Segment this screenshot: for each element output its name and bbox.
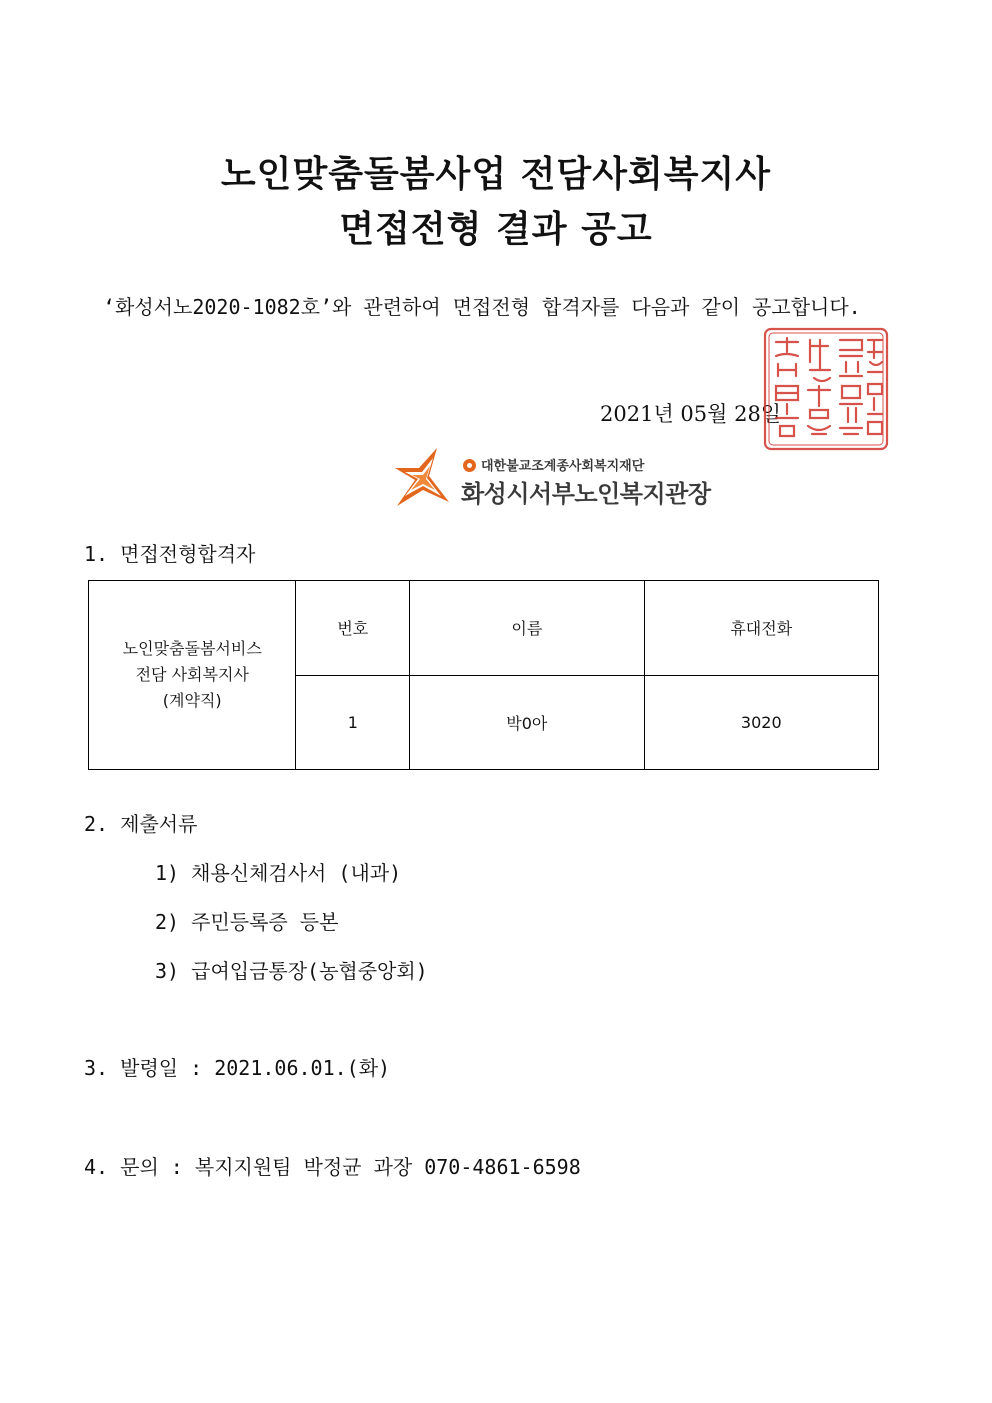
official-seal-stamp bbox=[762, 326, 890, 452]
section-1-heading: 1. 면접전형합격자 bbox=[84, 542, 256, 566]
successful-candidates-table bbox=[88, 580, 879, 770]
position-line: (계약직) bbox=[162, 691, 222, 710]
announcement-date: 2021년 05월 28일 bbox=[600, 402, 782, 426]
section-2-heading: 2. 제출서류 bbox=[84, 812, 198, 836]
document-list-item: 3) 급여입금통장(농협중앙회) bbox=[155, 959, 428, 983]
section-4-contact: 4. 문의 : 복지지원팀 박정균 과장 070-4861-6598 bbox=[84, 1155, 581, 1179]
position-cell bbox=[89, 581, 296, 770]
document-title-line2: 면접전형 결과 공고 bbox=[339, 208, 653, 250]
foundation-emblem-icon bbox=[463, 459, 476, 472]
logo-subtitle bbox=[463, 455, 644, 474]
logo-organization-name: 화성시서부노인복지관장 bbox=[461, 480, 711, 508]
star-logo-icon bbox=[393, 446, 451, 510]
cell-name: 박0아 bbox=[410, 675, 644, 770]
document-title-line1: 노인맞춤돌봄사업 전담사회복지사 bbox=[220, 153, 772, 195]
table-header-row bbox=[89, 581, 879, 676]
column-header-phone: 휴대전화 bbox=[644, 581, 878, 676]
logo-subtitle-text: 대한불교조계종사회복지재단 bbox=[481, 459, 645, 474]
organization-logo bbox=[393, 446, 723, 512]
document-list-item: 2) 주민등록증 등본 bbox=[155, 910, 339, 934]
position-line: 전담 사회복지사 bbox=[135, 665, 249, 684]
intro-paragraph: ‘화성서노2020-1082호’와 관련하여 면접전형 합격자를 다음과 같이 공고합니다. bbox=[103, 295, 861, 319]
cell-number: 1 bbox=[296, 675, 410, 770]
cell-phone: 3020 bbox=[644, 675, 878, 770]
column-header-number: 번호 bbox=[296, 581, 410, 676]
position-line: 노인맞춤돌봄서비스 bbox=[122, 639, 262, 658]
column-header-name: 이름 bbox=[410, 581, 644, 676]
document-list-item: 1) 채용신체검사서 (내과) bbox=[155, 861, 402, 885]
section-3-appointment-date: 3. 발령일 : 2021.06.01.(화) bbox=[84, 1056, 391, 1080]
